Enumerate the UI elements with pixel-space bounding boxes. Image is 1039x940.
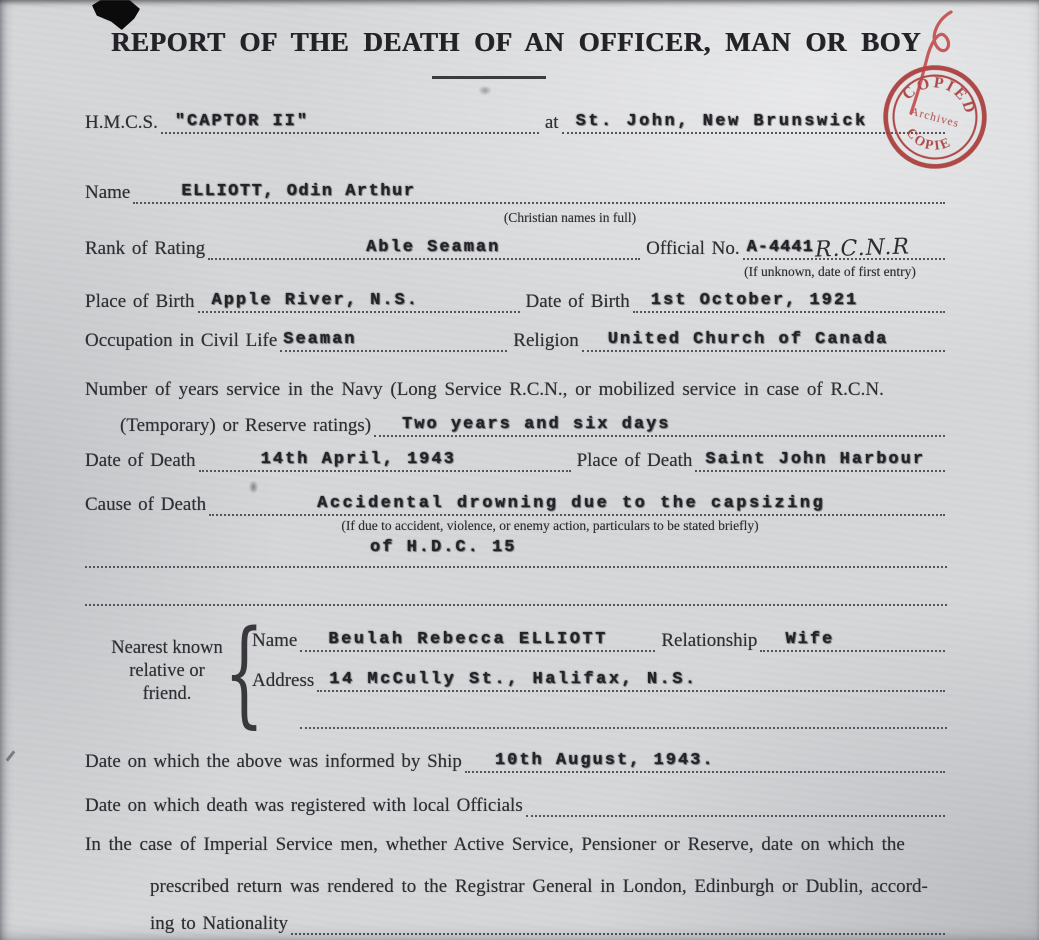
official-no-caption: (If unknown, date of first entry)	[744, 264, 916, 279]
date-of-death-value: 14th April, 1943	[260, 450, 456, 469]
rank-value: Able Seaman	[366, 238, 501, 257]
title-underline	[432, 76, 546, 79]
stamp-arc-top-text: COPIED	[899, 74, 979, 118]
name-label: Name	[85, 182, 131, 203]
dotted-leader	[465, 741, 945, 773]
location-value: St. John, New Brunswick	[575, 112, 868, 131]
paper-tear-mark	[92, 0, 140, 30]
service-text-line1: Number of years service in the Navy (Long Service R.C.N., or mobilized service in case of R.C.N.	[85, 379, 884, 400]
dotted-leader	[161, 102, 539, 134]
address-label: Address	[252, 670, 315, 691]
rank-label: Rank of Rating	[85, 238, 206, 259]
service-label-line2: (Temporary) or Reserve ratings)	[120, 415, 372, 436]
relative-label-line2: relative or	[129, 661, 205, 681]
blank-dotted-line	[300, 727, 947, 729]
name-value: ELLIOTT, Odin Arthur	[181, 182, 416, 201]
dotted-leader	[582, 320, 945, 352]
hmcs-row	[85, 104, 947, 134]
dotted-leader	[633, 281, 945, 313]
occupation-label: Occupation in Civil Life	[85, 330, 278, 351]
cause-row	[85, 486, 947, 516]
stamp-center-text: Archives	[908, 105, 961, 131]
dotted-leader	[280, 320, 507, 352]
dotted-leader	[317, 660, 945, 692]
dotted-leader	[291, 903, 945, 935]
dotted-leader	[743, 228, 945, 263]
death-row	[85, 442, 947, 472]
place-of-death-label: Place of Death	[576, 450, 693, 471]
red-pen-mark	[890, 6, 990, 126]
relative-label	[92, 637, 242, 706]
cause-of-death-label: Cause of Death	[85, 494, 207, 515]
religion-label: Religion	[513, 330, 579, 351]
stamp-arc-bottom-text: COPIE	[903, 124, 954, 153]
relative-name-value: Beulah Rebecca ELLIOTT	[328, 630, 608, 649]
dotted-leader	[133, 172, 945, 204]
relative-address-row	[252, 662, 947, 692]
dotted-leader	[374, 405, 945, 437]
registered-label: Date on which death was registered with local Officials	[85, 795, 523, 816]
pencil-mark	[6, 750, 16, 761]
religion-value: United Church of Canada	[607, 330, 889, 349]
nationality-label: ing to Nationality	[150, 913, 289, 934]
official-no-handwritten: R.C.N.R	[814, 234, 910, 263]
service-row	[120, 407, 947, 437]
dotted-leader	[198, 281, 520, 313]
hmcs-label: H.M.C.S.	[85, 112, 158, 133]
relative-name-label: Name	[252, 630, 298, 651]
cause-caption: (If due to accident, violence, or enemy action, particulars to be stated briefly)	[341, 518, 759, 533]
nationality-row	[150, 905, 947, 935]
relationship-value: Wife	[785, 630, 835, 649]
rank-row	[85, 230, 947, 263]
registered-row	[85, 787, 947, 817]
name-row	[85, 174, 947, 204]
dotted-leader	[300, 620, 655, 652]
form-title: REPORT OF THE DEATH OF AN OFFICER, MAN OR BOY	[110, 27, 922, 57]
dotted-leader	[695, 440, 945, 472]
occupation-row	[85, 322, 947, 352]
place-of-death-value: Saint John Harbour	[705, 450, 926, 469]
service-value: Two years and six days	[402, 415, 671, 434]
cause-of-death-value-line1: Accidental drowning due to the capsizing	[317, 494, 826, 513]
informed-value: 10th August, 1943.	[494, 751, 715, 770]
relative-label-line3: friend.	[142, 684, 192, 704]
blank-dotted-line	[85, 566, 947, 568]
place-of-birth-value: Apple River, N.S.	[211, 291, 419, 310]
place-of-birth-label: Place of Birth	[85, 291, 195, 312]
cause-of-death-value-line2: of H.D.C. 15	[370, 538, 517, 557]
official-no-label: Official No.	[646, 238, 740, 259]
relative-label-line1: Nearest known	[111, 638, 223, 658]
dotted-leader	[526, 785, 945, 817]
address-value: 14 McCully St., Halifax, N.S.	[329, 670, 698, 689]
birth-row	[85, 283, 947, 313]
date-of-birth-label: Date of Birth	[525, 291, 630, 312]
dotted-leader	[199, 440, 571, 472]
dotted-leader	[760, 620, 945, 652]
at-label: at	[544, 112, 559, 133]
official-no-value: A-4441	[746, 238, 814, 257]
name-caption: (Christian names in full)	[503, 210, 637, 225]
date-of-death-label: Date of Death	[85, 450, 196, 471]
dotted-leader	[209, 484, 945, 516]
imperial-text-line1: In the case of Imperial Service men, whether Active Service, Pensioner or Reserve, date on which the	[85, 834, 905, 855]
date-of-birth-value: 1st October, 1921	[650, 291, 859, 310]
informed-row	[85, 743, 947, 773]
relationship-label: Relationship	[661, 630, 758, 651]
ship-name-value: "CAPTOR II"	[174, 112, 310, 131]
dotted-leader	[208, 228, 640, 260]
informed-label: Date on which the above was informed by Ship	[85, 751, 462, 772]
occupation-value: Seaman	[283, 330, 357, 349]
ink-smudge	[476, 84, 494, 97]
relative-name-row	[252, 622, 947, 652]
relative-brace: {	[224, 606, 265, 740]
imperial-text-line2: prescribed return was rendered to the Registrar General in London, Edinburgh or Dublin, accord-	[150, 876, 928, 897]
blank-dotted-line	[85, 604, 947, 606]
